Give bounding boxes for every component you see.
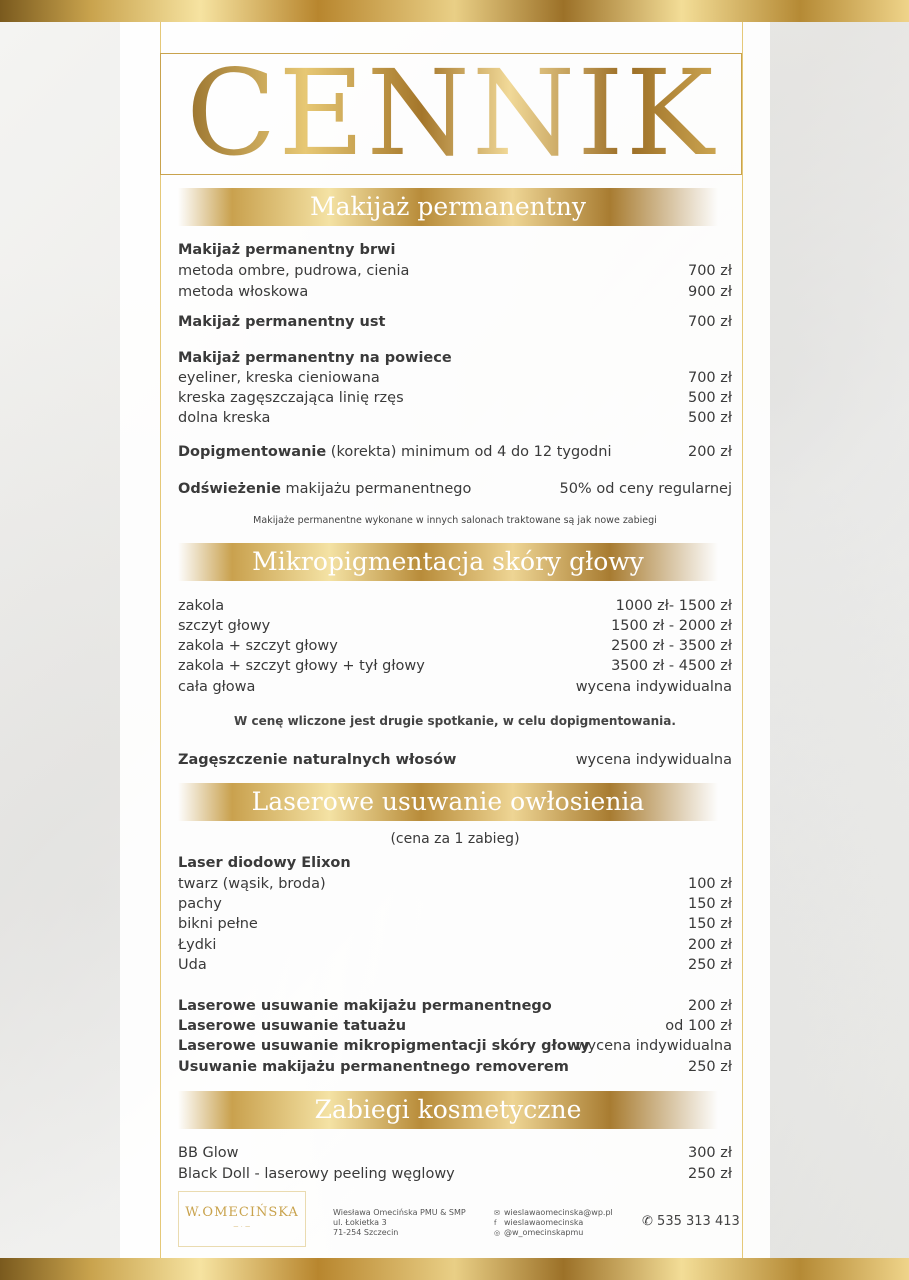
price-row xyxy=(178,261,732,281)
top-gold-bar xyxy=(0,0,909,22)
service-price: 250 zł xyxy=(687,1059,732,1075)
phone-number: 535 313 413 xyxy=(657,1214,740,1229)
service-price: 3500 zł - 4500 zł xyxy=(611,658,732,674)
service-name: cała głowa xyxy=(178,679,256,695)
service-name: eyeliner, kreska cieniowana xyxy=(178,370,380,386)
service-price: wycena indywidualna xyxy=(575,752,732,768)
service-price: 500 zł xyxy=(687,410,732,426)
service-price: 200 zł xyxy=(687,998,732,1014)
service-name xyxy=(178,442,611,462)
instagram-icon: ◎ xyxy=(494,1229,501,1237)
contact-instagram[interactable] xyxy=(494,1228,583,1238)
service-price: wycena indywidualna xyxy=(575,679,732,695)
bottom-gold-bar xyxy=(0,1258,909,1280)
service-name: pachy xyxy=(178,896,222,912)
brand-logo xyxy=(178,1191,306,1247)
service-price: 150 zł xyxy=(687,916,732,932)
section-banner-mikropigmentacja: Mikropigmentacja skóry głowy xyxy=(178,543,718,581)
service-name xyxy=(178,479,471,499)
price-row xyxy=(178,914,732,934)
price-row xyxy=(178,1164,732,1184)
price-row xyxy=(178,408,732,428)
address-street: ul. Łokietka 3 xyxy=(333,1218,387,1227)
price-row xyxy=(178,616,732,636)
service-name: twarz (wąsik, broda) xyxy=(178,876,326,892)
service-name: dolna kreska xyxy=(178,410,271,426)
email-text: wieslawaomecinska@wp.pl xyxy=(504,1208,613,1217)
section-banner-laser: Laserowe usuwanie owłosienia xyxy=(178,783,718,821)
price-row xyxy=(178,874,732,894)
service-name: zakola + szczyt głowy xyxy=(178,638,338,654)
section-header-brwi xyxy=(178,240,732,260)
price-row xyxy=(178,388,732,408)
price-row xyxy=(178,1057,732,1077)
service-name: kreska zagęszczająca linię rzęs xyxy=(178,390,404,406)
service-name-rest: (korekta) minimum od 4 do 12 tygodni xyxy=(326,444,612,460)
service-name: BB Glow xyxy=(178,1145,239,1161)
contact-email[interactable] xyxy=(494,1208,613,1218)
service-price: 250 zł xyxy=(687,1166,732,1182)
service-price: 200 zł xyxy=(687,444,732,460)
gold-vertical-line-left xyxy=(160,22,161,1258)
powieki-header: Makijaż permanentny na powiece xyxy=(178,350,452,366)
service-name: metoda ombre, pudrowa, cienia xyxy=(178,263,410,279)
service-price: 300 zł xyxy=(687,1145,732,1161)
price-row xyxy=(178,312,732,332)
price-row xyxy=(178,442,732,462)
gold-vertical-line-right xyxy=(742,22,743,1258)
instagram-text: @w_omecinskapmu xyxy=(504,1228,584,1237)
page-title: CENNIK xyxy=(160,38,742,188)
service-price: od 100 zł xyxy=(665,1018,732,1034)
service-name: Black Doll - laserowy peeling węglowy xyxy=(178,1166,455,1182)
price-row xyxy=(178,677,732,697)
section-header-laser xyxy=(178,853,732,873)
service-name-bold: Dopigmentowanie xyxy=(178,444,327,460)
service-price: 200 zł xyxy=(687,937,732,953)
address-city: 71-254 Szczecin xyxy=(333,1228,399,1237)
service-price: wycena indywidualna xyxy=(575,1038,732,1054)
service-price: 1500 zł - 2000 zł xyxy=(611,618,732,634)
service-price: 100 zł xyxy=(687,876,732,892)
section-banner-makijaz: Makijaż permanentny xyxy=(178,188,718,226)
footer-address xyxy=(333,1208,466,1238)
service-name: Laserowe usuwanie tatuażu xyxy=(178,1018,407,1034)
service-price: 900 zł xyxy=(687,284,732,300)
service-name-bold: Odświeżenie xyxy=(178,481,281,497)
price-row xyxy=(178,750,732,770)
service-name: Makijaż permanentny ust xyxy=(178,314,386,330)
section-note: Makijaże permanentne wykonane w innych salonach traktowane są jak nowe zabiegi xyxy=(253,515,657,526)
price-row xyxy=(178,282,732,302)
envelope-icon: ✉ xyxy=(494,1209,500,1217)
brwi-header: Makijaż permanentny brwi xyxy=(178,242,396,258)
price-row xyxy=(178,479,732,499)
price-row xyxy=(178,636,732,656)
service-name: Zagęszczenie naturalnych włosów xyxy=(178,752,457,768)
price-row xyxy=(178,656,732,676)
service-price: 700 zł xyxy=(687,370,732,386)
price-row xyxy=(178,368,732,388)
service-name: zakola + szczyt głowy + tył głowy xyxy=(178,658,425,674)
service-name: szczyt głowy xyxy=(178,618,271,634)
logo-decoration: — · — xyxy=(233,1224,251,1230)
logo-text: W.OMECIŃSKA xyxy=(185,1205,299,1220)
service-price: 50% od ceny regularnej xyxy=(559,481,732,497)
company-name: Wiesława Omecińska PMU & SMP xyxy=(333,1208,466,1217)
price-row xyxy=(178,894,732,914)
service-name: Łydki xyxy=(178,937,217,953)
service-name: Usuwanie makijażu permanentnego removerem xyxy=(178,1059,569,1075)
laser-header: Laser diodowy Elixon xyxy=(178,855,351,871)
service-price: 150 zł xyxy=(687,896,732,912)
facebook-icon: f xyxy=(494,1219,497,1227)
contact-facebook[interactable] xyxy=(494,1218,583,1228)
price-row xyxy=(178,1143,732,1163)
service-name: Uda xyxy=(178,957,207,973)
service-name: bikni pełne xyxy=(178,916,258,932)
price-row xyxy=(178,1016,732,1036)
price-row xyxy=(178,996,732,1016)
phone-icon: ✆ xyxy=(642,1214,653,1229)
price-row xyxy=(178,955,732,975)
service-price: 700 zł xyxy=(687,263,732,279)
section-subtitle: (cena za 1 zabieg) xyxy=(390,831,520,847)
service-name: zakola xyxy=(178,598,225,614)
price-row xyxy=(178,1036,732,1056)
section-banner-zabiegi: Zabiegi kosmetyczne xyxy=(178,1091,718,1129)
service-price: 250 zł xyxy=(687,957,732,973)
section-header-powieki xyxy=(178,348,732,368)
service-price: 700 zł xyxy=(687,314,732,330)
service-name: Laserowe usuwanie mikropigmentacji skóry głowy xyxy=(178,1038,590,1054)
service-name: metoda włoskowa xyxy=(178,284,309,300)
price-row xyxy=(178,935,732,955)
service-price: 2500 zł - 3500 zł xyxy=(611,638,732,654)
section-note: W cenę wliczone jest drugie spotkanie, w celu dopigmentowania. xyxy=(234,714,676,728)
service-name-rest: makijażu permanentnego xyxy=(280,481,472,497)
service-price: 500 zł xyxy=(687,390,732,406)
facebook-text: wieslawaomecinska xyxy=(504,1218,584,1227)
service-price: 1000 zł- 1500 zł xyxy=(615,598,732,614)
contact-phone[interactable] xyxy=(642,1213,740,1231)
price-row xyxy=(178,596,732,616)
service-name: Laserowe usuwanie makijażu permanentnego xyxy=(178,998,552,1014)
